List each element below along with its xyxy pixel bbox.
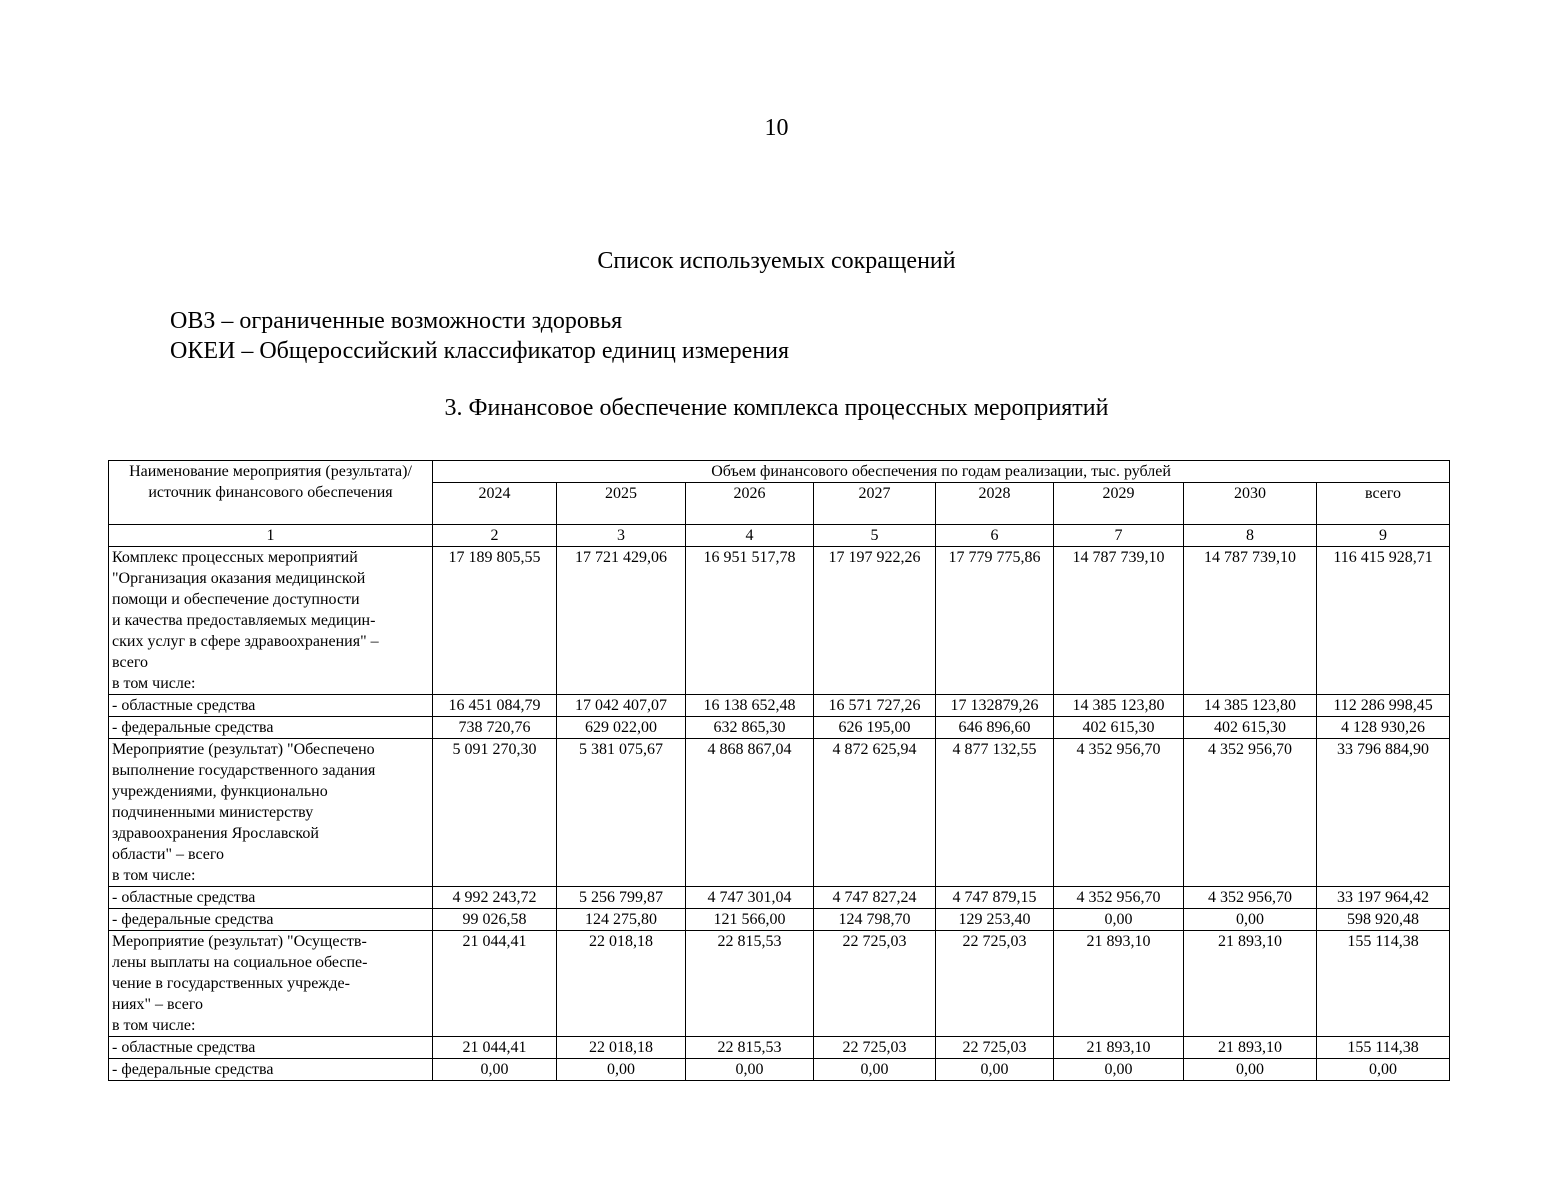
table-row [109, 695, 1450, 717]
row-name-line: здравоохранения Ярославской [112, 825, 319, 842]
row-value-cell: 21 893,10 [1054, 931, 1184, 1037]
row-name-line: - областные средства [112, 1039, 256, 1056]
row-value-cell: 4 877 132,55 [936, 739, 1054, 887]
financing-table [108, 460, 1450, 1081]
column-number: 6 [936, 525, 1054, 547]
row-value-cell: 4 868 867,04 [686, 739, 814, 887]
table-row [109, 1059, 1450, 1081]
row-value-cell: 22 725,03 [936, 931, 1054, 1037]
row-name-line: выполнение государственного задания [112, 762, 376, 779]
row-value-cell: 22 018,18 [557, 931, 686, 1037]
row-name-cell [109, 931, 433, 1037]
row-name-line: - федеральные средства [112, 911, 274, 928]
row-value-cell: 16 138 652,48 [686, 695, 814, 717]
row-value-cell: 4 352 956,70 [1054, 887, 1184, 909]
column-number: 1 [109, 525, 433, 547]
row-total-cell: 0,00 [1317, 1059, 1450, 1081]
column-number: 4 [686, 525, 814, 547]
header-year: 2027 [814, 483, 936, 525]
row-name-cell [109, 695, 433, 717]
row-value-cell: 4 352 956,70 [1054, 739, 1184, 887]
row-value-cell: 0,00 [557, 1059, 686, 1081]
row-name-line: области" – всего [112, 846, 225, 863]
row-name-cell [109, 547, 433, 695]
row-value-cell: 21 044,41 [433, 931, 557, 1037]
header-total: всего [1317, 483, 1450, 525]
row-value-cell: 14 787 739,10 [1054, 547, 1184, 695]
row-value-cell: 626 195,00 [814, 717, 936, 739]
row-value-cell: 17 197 922,26 [814, 547, 936, 695]
row-total-cell: 155 114,38 [1317, 931, 1450, 1037]
row-value-cell: 21 044,41 [433, 1037, 557, 1059]
row-value-cell: 16 951 517,78 [686, 547, 814, 695]
row-name-cell [109, 1059, 433, 1081]
row-name-line: ских услуг в сфере здравоохранения" – [112, 633, 379, 650]
page-number: 10 [764, 115, 789, 141]
row-total-cell: 116 415 928,71 [1317, 547, 1450, 695]
row-name-line: всего [112, 654, 149, 671]
row-value-cell: 21 893,10 [1184, 1037, 1317, 1059]
row-value-cell: 4 747 879,15 [936, 887, 1054, 909]
row-value-cell: 21 893,10 [1054, 1037, 1184, 1059]
row-value-cell: 17 721 429,06 [557, 547, 686, 695]
row-value-cell: 121 566,00 [686, 909, 814, 931]
row-value-cell: 16 451 084,79 [433, 695, 557, 717]
row-value-cell: 99 026,58 [433, 909, 557, 931]
row-name-line: - федеральные средства [112, 719, 274, 736]
row-value-cell: 0,00 [1184, 909, 1317, 931]
row-value-cell: 17 132879,26 [936, 695, 1054, 717]
row-total-cell: 155 114,38 [1317, 1037, 1450, 1059]
row-value-cell: 22 725,03 [814, 931, 936, 1037]
row-name-cell [109, 739, 433, 887]
row-name-line: Мероприятие (результат) "Обеспечено [112, 741, 375, 758]
row-name-line: учреждениями, функционально [112, 783, 328, 800]
row-value-cell: 124 798,70 [814, 909, 936, 931]
row-value-cell: 4 872 625,94 [814, 739, 936, 887]
row-name-line: и качества предоставляемых медицин- [112, 612, 376, 629]
row-value-cell: 4 992 243,72 [433, 887, 557, 909]
row-value-cell: 632 865,30 [686, 717, 814, 739]
row-value-cell: 5 256 799,87 [557, 887, 686, 909]
row-value-cell: 4 747 301,04 [686, 887, 814, 909]
row-total-cell: 33 197 964,42 [1317, 887, 1450, 909]
row-name-line: - областные средства [112, 697, 256, 714]
row-name-cell [109, 1037, 433, 1059]
header-year: 2028 [936, 483, 1054, 525]
row-value-cell: 738 720,76 [433, 717, 557, 739]
row-value-cell: 22 815,53 [686, 931, 814, 1037]
row-name-line: ниях" – всего [112, 996, 204, 1013]
table-row [109, 931, 1450, 1037]
table-row [109, 547, 1450, 695]
row-name-line: "Организация оказания медицинской [112, 570, 366, 587]
header-name-column: Наименование мероприятия (результата)/ источник финансового обеспечения [109, 461, 433, 525]
header-year: 2026 [686, 483, 814, 525]
row-value-cell: 17 042 407,07 [557, 695, 686, 717]
row-name-line: чение в государственных учрежде- [112, 975, 350, 992]
column-number: 2 [433, 525, 557, 547]
header-year: 2029 [1054, 483, 1184, 525]
row-name-line: лены выплаты на социальное обеспе- [112, 954, 368, 971]
table-row [109, 739, 1450, 887]
table-row [109, 887, 1450, 909]
header-year: 2024 [433, 483, 557, 525]
row-value-cell: 21 893,10 [1184, 931, 1317, 1037]
row-value-cell: 16 571 727,26 [814, 695, 936, 717]
row-value-cell: 629 022,00 [557, 717, 686, 739]
row-value-cell: 402 615,30 [1184, 717, 1317, 739]
row-name-line: помощи и обеспечение доступности [112, 591, 360, 608]
row-value-cell: 0,00 [1054, 909, 1184, 931]
header-volume: Объем финансового обеспечения по годам реализации, тыс. рублей [433, 461, 1450, 483]
row-name-cell [109, 887, 433, 909]
row-value-cell: 5 381 075,67 [557, 739, 686, 887]
header-year: 2025 [557, 483, 686, 525]
row-value-cell: 0,00 [433, 1059, 557, 1081]
row-value-cell: 22 018,18 [557, 1037, 686, 1059]
row-name-line: в том числе: [112, 675, 196, 692]
row-value-cell: 22 815,53 [686, 1037, 814, 1059]
row-value-cell: 17 189 805,55 [433, 547, 557, 695]
row-name-line: Мероприятие (результат) "Осуществ- [112, 933, 367, 950]
row-value-cell: 14 385 123,80 [1054, 695, 1184, 717]
row-value-cell: 14 385 123,80 [1184, 695, 1317, 717]
row-value-cell: 0,00 [936, 1059, 1054, 1081]
row-value-cell: 0,00 [686, 1059, 814, 1081]
row-value-cell: 124 275,80 [557, 909, 686, 931]
row-name-line: в том числе: [112, 867, 196, 884]
row-total-cell: 598 920,48 [1317, 909, 1450, 931]
column-number: 8 [1184, 525, 1317, 547]
table-row [109, 1037, 1450, 1059]
row-value-cell: 4 352 956,70 [1184, 887, 1317, 909]
row-name-line: - областные средства [112, 889, 256, 906]
table-row [109, 909, 1450, 931]
table-row [109, 717, 1450, 739]
row-value-cell: 0,00 [814, 1059, 936, 1081]
row-value-cell: 4 747 827,24 [814, 887, 936, 909]
row-total-cell: 4 128 930,26 [1317, 717, 1450, 739]
row-name-line: в том числе: [112, 1017, 196, 1034]
row-value-cell: 14 787 739,10 [1184, 547, 1317, 695]
row-value-cell: 4 352 956,70 [1184, 739, 1317, 887]
abbreviations-title: Список используемых сокращений [597, 248, 956, 274]
row-value-cell: 402 615,30 [1054, 717, 1184, 739]
column-number: 9 [1317, 525, 1450, 547]
row-total-cell: 112 286 998,45 [1317, 695, 1450, 717]
row-name-cell [109, 909, 433, 931]
row-value-cell: 646 896,60 [936, 717, 1054, 739]
section-title: 3. Финансовое обеспечение комплекса процессных мероприятий [444, 395, 1109, 421]
abbreviation-item: ОКЕИ – Общероссийский классификатор единиц измерения [170, 338, 790, 364]
row-value-cell: 22 725,03 [814, 1037, 936, 1059]
row-value-cell: 5 091 270,30 [433, 739, 557, 887]
row-name-cell [109, 717, 433, 739]
row-value-cell: 0,00 [1054, 1059, 1184, 1081]
row-name-line: Комплекс процессных мероприятий [112, 549, 358, 566]
row-value-cell: 22 725,03 [936, 1037, 1054, 1059]
row-name-line: - федеральные средства [112, 1061, 274, 1078]
row-value-cell: 0,00 [1184, 1059, 1317, 1081]
row-value-cell: 129 253,40 [936, 909, 1054, 931]
column-number: 7 [1054, 525, 1184, 547]
column-number: 3 [557, 525, 686, 547]
row-name-line: подчиненными министерству [112, 804, 314, 821]
abbreviation-item: ОВЗ – ограниченные возможности здоровья [170, 308, 623, 334]
header-year: 2030 [1184, 483, 1317, 525]
abbreviations-list [170, 306, 789, 366]
column-number: 5 [814, 525, 936, 547]
row-total-cell: 33 796 884,90 [1317, 739, 1450, 887]
column-number-row [109, 525, 1450, 547]
row-value-cell: 17 779 775,86 [936, 547, 1054, 695]
